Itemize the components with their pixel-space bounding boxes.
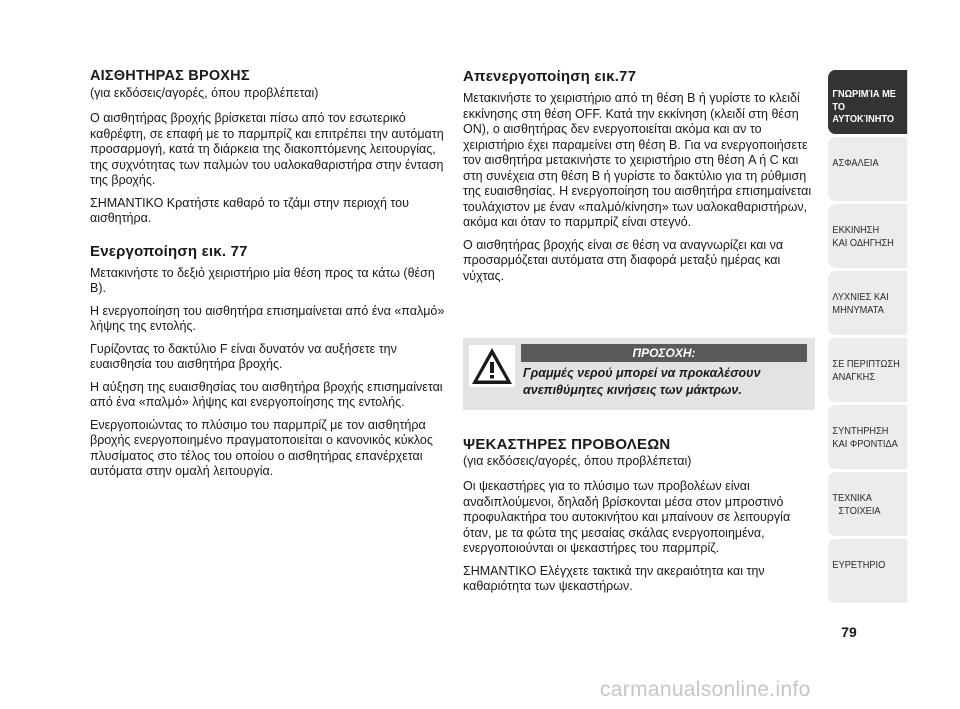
rain-sensor-paragraph: Ο αισθητήρας βροχής βρίσκεται πίσω από τον εσωτερικό καθρέφτη, σε επαφή με το παρμπρίζ και επιτρέπει την αυτόματη προσαρμογή, κατά τη διάρκεια της διακοπτόμενης λειτουργίας, της συχνότητας των παλμών του υαλοκαθαριστήρα στην ένταση της βροχής. [90,111,444,187]
tab-label: ΕΚΚΙΝΗΣΗ [832,224,880,236]
deactivation-title: Απενεργοποίηση εικ.77 [463,68,637,85]
headlamp-washer-paragraph: Οι ψεκαστήρες για το πλύσιμο των προβολέων είναι αναδιπλούμενοι, δηλαδή βρίσκονται μέσα στον μπροστινό προφυλακτήρα του αυτοκινήτου και μπαίνουν σε λειτουργία όταν, με τα φώτα της μεσαίας σκάλας ενεργοποιημένα, ενεργοποιούνται οι ψεκαστήρες του παρμπρίζ. [463,479,791,555]
deactivation-paragraph-2: Ο αισθητήρας βροχής είναι σε θέση να αναγνωρίζει και να προσαρμόζεται αυτόματα στη διαφορά μεταξύ ημέρας και νύχτας. [463,237,784,283]
watermark: carmanualsonline.info [600,678,811,701]
activation-paragraph-3: Γυρίζοντας το δακτύλιο F είναι δυνατόν να αυξήσετε την ευαισθησία του αισθητήρα βροχής. [90,341,397,371]
warning-triangle-icon [469,345,515,387]
tab-label: ΣΥΝΤΗΡΗΣΗ [832,425,889,437]
rain-sensor-note: ΣΗΜΑΝΤΙΚΟ Κρατήστε καθαρό το τζάμι στην περιοχή του αισθητήρα. [90,195,409,225]
tab-emergency[interactable] [828,338,907,402]
tab-maintenance[interactable] [828,405,907,469]
activation-paragraph-4: Η αύξηση της ευαισθησίας του αισθητήρα βροχής επισημαίνεται από ένα «παλμό» λήψης και ενεργοποίησης της εντολής. [90,379,443,409]
warning-text: Γραμμές νερού μπορεί να προκαλέσουν ανεπιθύμητες κινήσεις των μάκτρων. [523,366,761,397]
tab-warning-lights[interactable] [828,271,907,335]
rain-sensor-subtitle: (για εκδόσεις/αγορές, όπου προβλέπεται) [90,86,319,100]
tab-safety[interactable] [828,137,907,201]
headlamp-washer-title: ΨΕΚΑΣΤΗΡΕΣ ΠΡΟΒΟΛΕΩΝ [463,436,671,453]
tab-label: ΣΤΟΙΧΕΙΑ [838,504,881,517]
rain-sensor-title: ΑΙΣΘΗΤΗΡΑΣ ΒΡΟΧΗΣ [90,68,250,84]
activation-title: Ενεργοποίηση εικ. 77 [90,242,248,260]
activation-paragraph-1: Μετακινήστε το δεξιό χειριστήριο μία θέση προς τα κάτω (θέση B). [90,265,435,295]
tab-label: ΑΝΑΓΚΗΣ [832,370,876,383]
headlamp-washer-subtitle: (για εκδόσεις/αγορές, όπου προβλέπεται) [463,454,692,468]
chapter-tabs [828,70,918,606]
tab-label: ΓΝΩΡΙΜΊΑ ΜΕ [832,88,896,100]
activation-paragraph-5: Ενεργοποιώντας το πλύσιμο του παρμπρίζ με τον αισθητήρα βροχής ενεργοποιημένο πραγματοποιείται ο κανονικός κύκλος πλυσίματος στο τέλος του οποίου ο αισθητήρας επανέρχεται αυτόματα στην ομαλή λειτουργία. [90,417,433,478]
tab-starting-driving[interactable] [828,204,907,268]
deactivation-paragraph-1: Μετακινήστε το χειριστήριο από τη θέση B ή γυρίστε το κλειδί εκκίνησης στη θέση OFF. Κατά την εκκίνηση (κλειδί στη θέση ON), ο αισθητήρας δεν ενεργοποιείται ακόμα και αν το χειριστήριο έχει παραμείνει στη θέση B. Για να ενεργοποιήσετε τον αισθητήρα μετακινήστε το χειριστήριο στη θέση A ή C και στη συνέχεια στη θέση B ή γυρίστε το δακτύλιο για τη ρύθμιση της ευαισθησίας. Η ενεργοποίηση του αισθητήρα επισημαίνεται τουλάχιστον με έναν «παλμό/κίνηση» των υαλοκαθαριστήρων, ακόμα και όταν το παρμπρίζ είναι στεγνό. [463,91,812,229]
left-column [90,68,445,487]
tab-label: ΜΗΝΥΜΑΤΑ [832,303,884,316]
tab-index[interactable] [828,539,907,603]
middle-column [463,68,818,291]
tab-label: ΣΕ ΠΕΡΙΠΤΩΣΗ [832,358,900,370]
headlamp-washer-note: ΣΗΜΑΝΤΙΚΟ Ελέγχετε τακτικά την ακεραιότητα και την καθαριότητα των ψεκαστήρων. [463,563,765,593]
tab-technical-data[interactable] [828,472,907,536]
warning-header: ΠΡΟΣΟΧΗ: [521,344,807,362]
headlamp-washer-section [463,436,818,602]
warning-box [463,338,815,410]
page-number: 79 [841,624,857,640]
tab-label: ΑΣΦΑΛΕΙΑ [832,157,879,169]
tab-label: ΤΕΧΝΙΚΑ [832,492,872,504]
tab-label: ΛΥΧΝΙΕΣ ΚΑΙ [832,291,889,303]
tab-label: ΚΑΙ ΦΡΟΝΤΙΔΑ [832,437,898,450]
tab-label: ΚΑΙ ΟΔΗΓΗΣΗ [832,236,894,249]
activation-paragraph-2: Η ενεργοποίηση του αισθητήρα επισημαίνεται από ένα «παλμό» λήψης της εντολής. [90,303,445,333]
tab-getting-to-know[interactable] [828,70,907,134]
tab-label: ΕΥΡΕΤΗΡΙΟ [832,559,886,571]
tab-label: ΤΟ ΑΥΤΟΚΊΝΗΤΟ [832,100,895,125]
